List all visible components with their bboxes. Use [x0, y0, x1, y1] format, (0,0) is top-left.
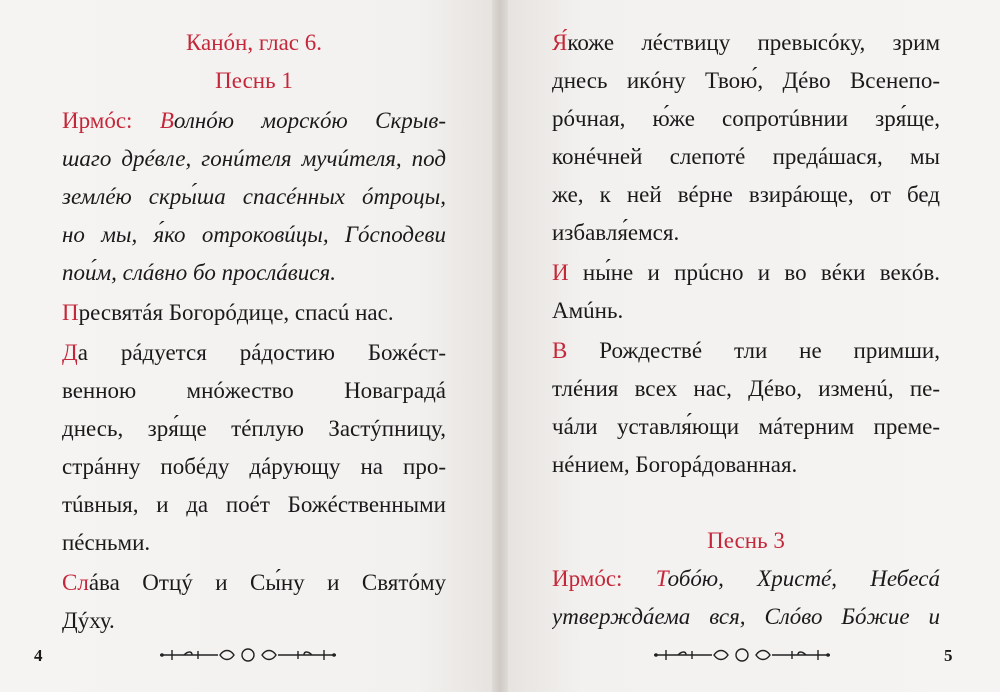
page-number-right: 5	[944, 646, 953, 665]
theotokion-line-5: же, к ней вéрне взирáюще, от бед	[552, 182, 940, 207]
glory-initial: Сл	[62, 570, 89, 595]
nativity-line-1: В Рождествé тли не примши,	[552, 338, 940, 363]
theotokos-refrain: Пресвятáя Богорóдице, спасú нас.	[62, 300, 394, 325]
irmos-label: Ирмóс:	[62, 108, 133, 133]
troparion-line-4: стрáнну побéду дáрующу на про-	[62, 454, 446, 479]
troparion-line-3: днесь, зря́ще тéплую Застýпницу,	[62, 416, 446, 441]
theotokion-line-2: днесь икóну Твою́, Дéво Всенепо-	[552, 68, 940, 93]
irmos-line-3: землéю скры́ша спасéнных óтроцы,	[62, 184, 446, 209]
right-text-column	[552, 24, 940, 636]
nativity-line-2: тлéния всех нас, Дéво, изменú, пе-	[552, 376, 940, 401]
troparion-line-5: тúвныя, и да поéт Божéственными	[62, 492, 446, 517]
now-and-ever-line-2: Амúнь.	[552, 298, 624, 323]
left-text-column	[62, 24, 446, 640]
divider-ornament-right	[652, 646, 832, 664]
divider-ornament-left	[158, 646, 338, 664]
irmos-initial: В	[159, 108, 174, 133]
troparion-initial: Д	[62, 340, 78, 365]
now-and-ever-line-1: И ны́не и прúсно и во вéки векóв.	[552, 260, 940, 285]
nativity-line-3: чáли уставля́ющи мáтерним преме-	[552, 414, 940, 439]
irmos-line-4: но мы, я́ко отроковúцы, Гóсподеви	[62, 222, 446, 247]
theotokion-line-6: избавля́емся.	[552, 220, 680, 245]
theotokion-line-3: рóчная, ю́же сопротúвнии зря́ще,	[552, 106, 940, 131]
glory-line-1: Слáва Отцý и Сы́ну и Святóму	[62, 570, 446, 595]
page-number-left: 4	[34, 646, 43, 665]
ode-1-heading: Песнь 1	[215, 68, 293, 93]
irmos-3-initial: Т	[655, 566, 668, 591]
theotokion-initial: Я	[552, 30, 568, 55]
irmos-line-2: шаго дрéвле, гонúтеля мучúтеля, под	[62, 146, 446, 171]
now-and-ever-initial: И	[552, 260, 569, 285]
theotokion-line-1: Я́коже лéствицу превысóку, зрим	[552, 30, 940, 55]
irmos-line-1: Ирмóс: Волнóю морскóю Скрыв-	[62, 108, 446, 133]
nativity-initial: В	[552, 338, 568, 363]
canon-heading: Канóн, глас 6.	[185, 30, 323, 55]
irmos-line-5: пои́м, слáвно бо прослáвися.	[62, 260, 336, 285]
refrain-initial: П	[62, 300, 79, 325]
blank-line	[552, 484, 940, 522]
irmos-3-line-2: утверждáема вся, Слóво Бóжие и	[552, 604, 940, 629]
irmos-3-line-1: Ирмóс: Тобóю, Христé, Небесá	[552, 566, 940, 591]
troparion-line-2: венною мнóжество Новаградá	[62, 378, 446, 403]
glory-line-2: Дýху.	[62, 608, 115, 633]
troparion-line-1: Да рáдуется рáдостию Божéст-	[62, 340, 446, 365]
irmos-3-label: Ирмóс:	[552, 566, 623, 591]
book-gutter	[492, 0, 508, 692]
ode-3-heading: Песнь 3	[707, 528, 785, 553]
theotokion-line-4: конéчней слепотé предáшася, мы	[552, 144, 940, 169]
troparion-line-6: пéсньми.	[62, 530, 151, 555]
nativity-line-4: нéнием, Богорáдованная.	[552, 452, 798, 477]
